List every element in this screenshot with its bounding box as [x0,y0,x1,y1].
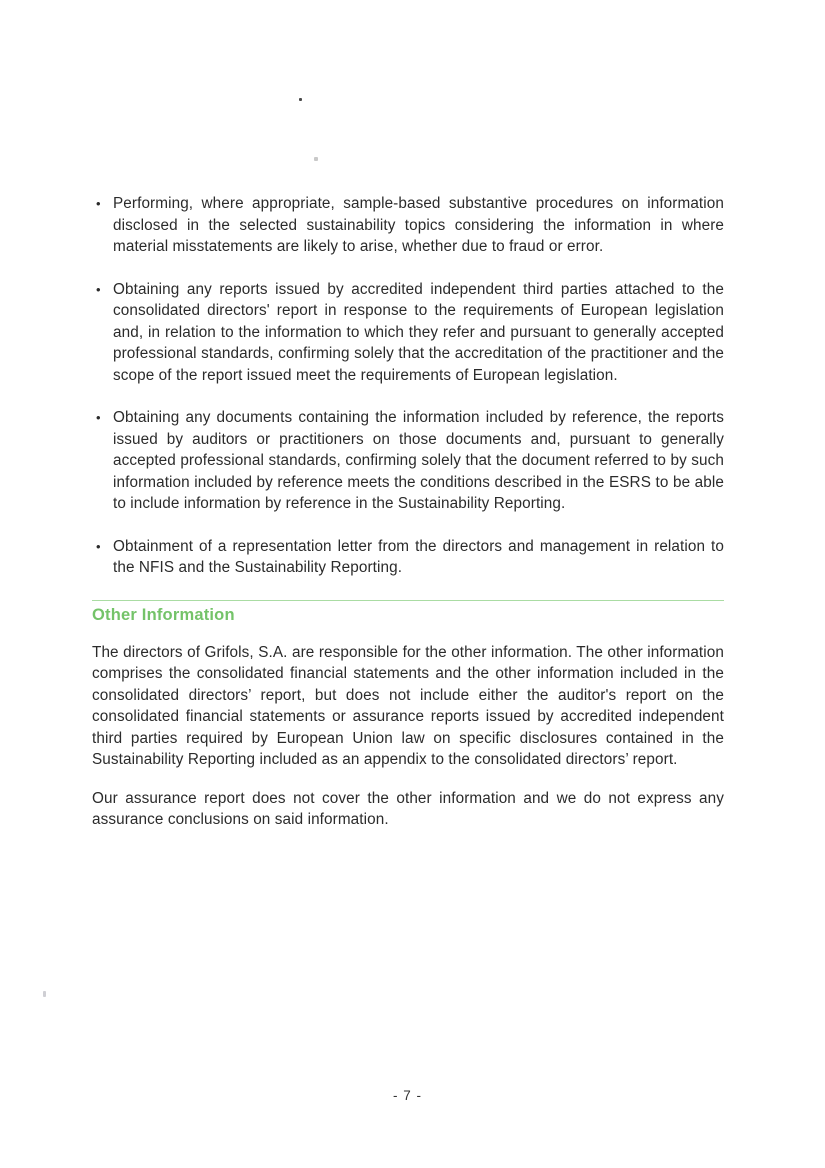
procedures-bullet-list [92,193,724,579]
list-item [92,536,724,579]
list-item [92,407,724,515]
paragraph-assurance-scope: Our assurance report does not cover the other information and we do not express any assurance conclusions on said information. [92,789,724,828]
bullet-icon: • [96,410,101,425]
section-heading-other-information: Other Information [92,605,235,624]
bullet-icon: • [96,281,101,297]
list-item [92,193,724,258]
scan-speck [299,98,302,101]
bullet-icon: • [96,196,101,211]
paragraph-directors-responsibility: The directors of Grifols, S.A. are responsible for the other information. The other information comprises the consolidated financial statements and the other information included in the consolidated directors’ report, but does not include either the auditor's report on the consolidated financial statements or assurance reports issued by accredited independent third parties required by European Union law on specific disclosures contained in the Sustainability Reporting included as an appendix to the consolidated directors’ report. [92,643,724,768]
bullet-text-representation-letter: Obtainment of a representation letter from the directors and management in relation to the NFIS and the Sustainability Reporting. [113,537,724,576]
bullet-text-performing-procedures: Performing, where appropriate, sample-based substantive procedures on information disclosed in the selected sustainability topics considering the information in where material misstatements are likely to arise, whether due to fraud or error. [113,195,724,255]
page-content [92,193,724,831]
bullet-text-obtaining-documents: Obtaining any documents containing the information included by reference, the reports issued by auditors or practitioners on those documents and, pursuant to generally accepted professional standards, confirming solely that the document referred to by such information included by reference meets the conditions described in the ESRS to be able to include information by reference in the Sustainability Reporting. [113,409,724,512]
scan-speck [43,991,46,997]
section-divider-rule [92,600,724,601]
bullet-text-obtaining-reports: Obtaining any reports issued by accredited independent third parties attached to the consolidated directors' report in response to the requirements of European legislation and, in relation to the information to which they refer and pursuant to generally accepted professional standards, confirming solely that the accreditation of the practitioner and the scope of the report issued meet the requirements of European legislation. [113,280,724,384]
list-item [92,279,724,387]
scan-speck [314,157,318,161]
bullet-icon: • [96,538,101,554]
page-number: - 7 - [392,1088,422,1103]
